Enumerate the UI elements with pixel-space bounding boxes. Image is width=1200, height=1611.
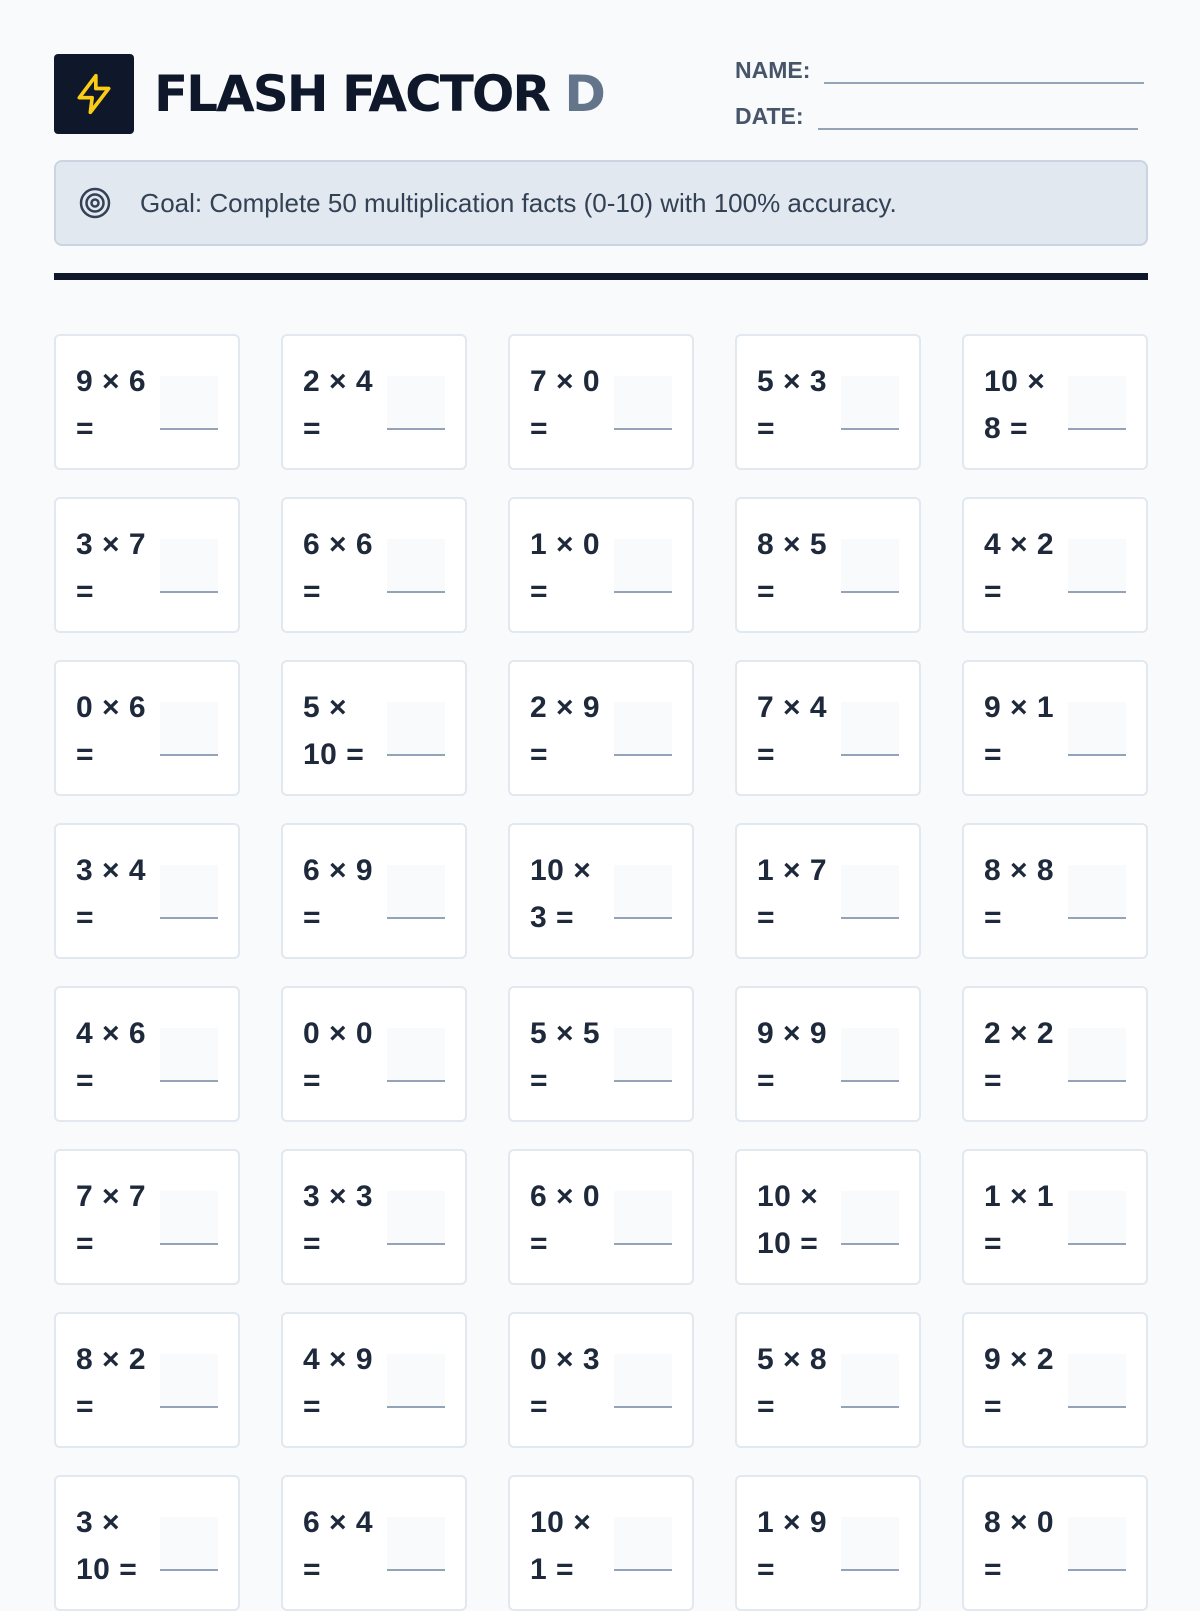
problem-text: 1 × 9 =	[757, 1506, 828, 1586]
problem-text: 0 × 3 =	[530, 1343, 601, 1423]
problem-card	[54, 986, 240, 1122]
lightning-bolt-icon	[72, 72, 116, 116]
problem-card	[508, 334, 694, 470]
answer-blank[interactable]	[387, 865, 445, 919]
problem-text: 1 × 7 =	[757, 854, 828, 934]
problem-text: 7 × 4 =	[757, 691, 828, 771]
problem-text: 4 × 6 =	[76, 1017, 147, 1097]
problem-card	[508, 1149, 694, 1285]
problem-card	[54, 823, 240, 959]
name-label: NAME:	[735, 57, 811, 83]
problem-text: 8 × 8 =	[984, 854, 1055, 934]
answer-blank[interactable]	[160, 865, 218, 919]
problem-text: 0 × 0 =	[303, 1017, 374, 1097]
problem-card	[735, 334, 921, 470]
problem-text: 3 × 4 =	[76, 854, 147, 934]
problem-text: 1 × 0 =	[530, 528, 601, 608]
answer-blank[interactable]	[614, 865, 672, 919]
title-main: FLASH FACTOR	[154, 65, 549, 123]
answer-blank[interactable]	[387, 1028, 445, 1082]
problem-text: 10 × 1 =	[530, 1506, 592, 1586]
problem-card	[735, 1312, 921, 1448]
problem-text: 7 × 0 =	[530, 365, 601, 445]
goal-banner	[54, 160, 1148, 246]
answer-blank[interactable]	[1068, 1517, 1126, 1571]
problem-text: 10 × 10 =	[757, 1180, 819, 1260]
problem-text: 6 × 0 =	[530, 1180, 601, 1260]
problem-text: 5 × 3 =	[757, 365, 828, 445]
date-field[interactable]	[735, 102, 1138, 130]
problem-text: 9 × 1 =	[984, 691, 1055, 771]
answer-blank[interactable]	[841, 376, 899, 430]
problem-card	[508, 986, 694, 1122]
answer-blank[interactable]	[614, 1028, 672, 1082]
problem-card	[735, 497, 921, 633]
answer-blank[interactable]	[1068, 1191, 1126, 1245]
answer-blank[interactable]	[160, 1354, 218, 1408]
problem-text: 8 × 0 =	[984, 1506, 1055, 1586]
problem-card	[281, 1312, 467, 1448]
answer-blank[interactable]	[1068, 702, 1126, 756]
answer-blank[interactable]	[387, 1354, 445, 1408]
problem-card	[962, 660, 1148, 796]
problem-text: 4 × 9 =	[303, 1343, 374, 1423]
worksheet-header	[54, 54, 1148, 134]
problem-text: 9 × 9 =	[757, 1017, 828, 1097]
problem-text: 4 × 2 =	[984, 528, 1055, 608]
problem-card	[508, 660, 694, 796]
goal-text: Goal: Complete 50 multiplication facts (0-10) with 100% accuracy.	[140, 188, 897, 218]
problem-card	[54, 1475, 240, 1611]
problem-text: 5 × 8 =	[757, 1343, 828, 1423]
problem-card	[962, 1149, 1148, 1285]
problem-card	[962, 334, 1148, 470]
problem-card	[281, 497, 467, 633]
problem-card	[962, 497, 1148, 633]
answer-blank[interactable]	[614, 1517, 672, 1571]
target-icon	[78, 186, 112, 220]
answer-blank[interactable]	[841, 1517, 899, 1571]
problem-text: 9 × 2 =	[984, 1343, 1055, 1423]
problem-text: 9 × 6 =	[76, 365, 147, 445]
problem-text: 5 × 5 =	[530, 1017, 601, 1097]
problem-card	[281, 334, 467, 470]
problem-card	[508, 497, 694, 633]
date-label: DATE:	[735, 103, 804, 129]
logo	[54, 54, 134, 134]
problem-card	[735, 823, 921, 959]
problem-text: 6 × 6 =	[303, 528, 374, 608]
problem-card	[54, 334, 240, 470]
problem-card	[962, 1475, 1148, 1611]
name-field[interactable]	[735, 56, 1144, 84]
problem-text: 2 × 2 =	[984, 1017, 1055, 1097]
problem-text: 2 × 9 =	[530, 691, 601, 771]
answer-blank[interactable]	[387, 539, 445, 593]
problem-card	[281, 660, 467, 796]
title-suffix: D	[564, 65, 604, 123]
problem-card	[54, 660, 240, 796]
problem-card	[508, 1312, 694, 1448]
answer-blank[interactable]	[387, 1191, 445, 1245]
problem-text: 1 × 1 =	[984, 1180, 1055, 1260]
answer-blank[interactable]	[160, 1028, 218, 1082]
answer-blank[interactable]	[160, 702, 218, 756]
problem-card	[962, 823, 1148, 959]
problem-card	[54, 497, 240, 633]
answer-blank[interactable]	[841, 1028, 899, 1082]
answer-blank[interactable]	[387, 1517, 445, 1571]
problem-card	[962, 1312, 1148, 1448]
answer-blank[interactable]	[614, 1191, 672, 1245]
answer-blank[interactable]	[387, 702, 445, 756]
answer-blank[interactable]	[1068, 539, 1126, 593]
answer-blank[interactable]	[841, 1191, 899, 1245]
problem-text: 8 × 2 =	[76, 1343, 147, 1423]
problem-text: 3 × 3 =	[303, 1180, 374, 1260]
answer-blank[interactable]	[1068, 1028, 1126, 1082]
problem-card	[735, 1475, 921, 1611]
answer-blank[interactable]	[1068, 865, 1126, 919]
problem-text: 7 × 7 =	[76, 1180, 147, 1260]
answer-blank[interactable]	[841, 865, 899, 919]
problem-card	[54, 1312, 240, 1448]
problem-text: 10 × 8 =	[984, 365, 1046, 445]
problem-card	[962, 986, 1148, 1122]
answer-blank[interactable]	[614, 376, 672, 430]
answer-blank[interactable]	[160, 376, 218, 430]
answer-blank[interactable]	[841, 1354, 899, 1408]
answer-blank[interactable]	[1068, 376, 1126, 430]
answer-blank[interactable]	[160, 1517, 218, 1571]
problem-card	[735, 986, 921, 1122]
worksheet-title	[154, 64, 604, 124]
problem-text: 8 × 5 =	[757, 528, 828, 608]
problem-card	[281, 1475, 467, 1611]
answer-blank[interactable]	[614, 539, 672, 593]
problem-text: 5 × 10 =	[303, 691, 365, 771]
problem-text: 2 × 4 =	[303, 365, 374, 445]
problem-card	[508, 1475, 694, 1611]
answer-blank[interactable]	[614, 702, 672, 756]
problem-text: 6 × 4 =	[303, 1506, 374, 1586]
problem-text: 3 × 10 =	[76, 1506, 138, 1586]
problem-card	[54, 1149, 240, 1285]
answer-blank[interactable]	[387, 376, 445, 430]
problem-text: 3 × 7 =	[76, 528, 147, 608]
name-line[interactable]	[824, 72, 1144, 84]
answer-blank[interactable]	[614, 1354, 672, 1408]
problem-card	[281, 986, 467, 1122]
answer-blank[interactable]	[160, 539, 218, 593]
answer-blank[interactable]	[841, 539, 899, 593]
problem-card	[735, 660, 921, 796]
divider	[54, 273, 1148, 280]
problem-text: 6 × 9 =	[303, 854, 374, 934]
problem-text: 10 × 3 =	[530, 854, 592, 934]
problem-card	[508, 823, 694, 959]
problem-card	[281, 1149, 467, 1285]
problem-text: 0 × 6 =	[76, 691, 147, 771]
answer-blank[interactable]	[160, 1191, 218, 1245]
answer-blank[interactable]	[841, 702, 899, 756]
answer-blank[interactable]	[1068, 1354, 1126, 1408]
date-line[interactable]	[818, 118, 1138, 130]
problem-card	[281, 823, 467, 959]
problem-card	[735, 1149, 921, 1285]
